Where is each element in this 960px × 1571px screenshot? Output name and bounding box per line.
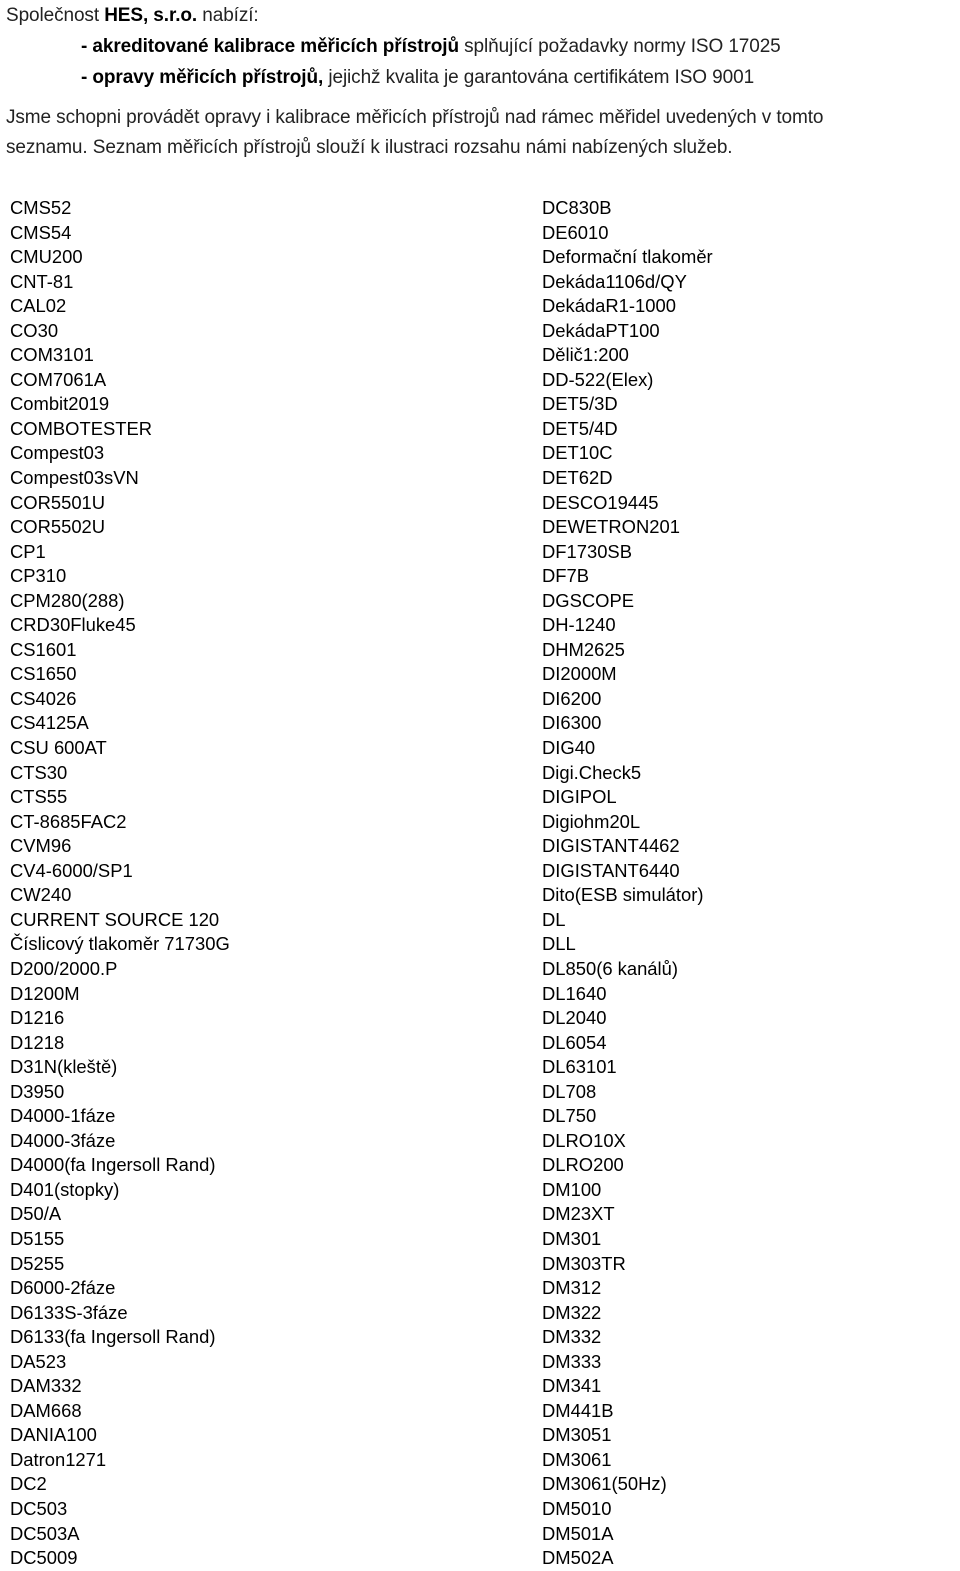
instrument-item: DIGISTANT6440 xyxy=(542,859,680,881)
instrument-item: CMU200 xyxy=(10,246,83,268)
instrument-item: DM301 xyxy=(542,1227,602,1249)
instrument-item: DM303TR xyxy=(542,1252,626,1274)
instrument-item: Combit2019 xyxy=(10,393,110,415)
instrument-item: Dito(ESB simulátor) xyxy=(542,884,704,906)
instrument-item: DET62D xyxy=(542,467,613,489)
instrument-item: D31N(kleště) xyxy=(10,1056,118,1078)
instrument-item: CP310 xyxy=(10,565,67,587)
instrument-item: CSU 600AT xyxy=(10,737,107,759)
instrument-item: CPM280(288) xyxy=(10,589,125,611)
instrument-item: Datron1271 xyxy=(10,1448,107,1470)
instrument-item: D1218 xyxy=(10,1031,65,1053)
instrument-item: D4000-1fáze xyxy=(10,1105,116,1127)
instrument-item: CTS30 xyxy=(10,761,68,783)
intro-paragraph-line-2: seznamu. Seznam měřicích přístrojů slouží k ilustraci rozsahu námi nabízených služeb. xyxy=(6,137,733,158)
instrument-item: DekádaPT100 xyxy=(542,319,660,341)
instrument-item: Deformační tlakoměr xyxy=(542,246,713,268)
service-title: - akreditované kalibrace měřicích přístrojů xyxy=(81,36,459,57)
instrument-item: DM3061(50Hz) xyxy=(542,1473,667,1495)
instrument-item: CS4026 xyxy=(10,687,77,709)
instrument-item: DLRO10X xyxy=(542,1129,626,1151)
instrument-item: CW240 xyxy=(10,884,72,906)
instrument-item: DL xyxy=(542,908,566,930)
instrument-item: DLRO200 xyxy=(542,1154,624,1176)
instrument-item: DM3051 xyxy=(542,1424,612,1446)
instrument-item: DM333 xyxy=(542,1350,602,1372)
intro-prefix: Společnost xyxy=(6,5,105,26)
instrument-item: DD-522(Elex) xyxy=(542,368,654,390)
instrument-item: DI2000M xyxy=(542,663,617,685)
instrument-item: D1200M xyxy=(10,982,80,1004)
instrument-item: DET5/3D xyxy=(542,393,618,415)
instrument-item: DM441B xyxy=(542,1399,614,1421)
instrument-item: DI6300 xyxy=(542,712,602,734)
instrument-item: DM322 xyxy=(542,1301,602,1323)
instrument-item: DL6054 xyxy=(542,1031,607,1053)
service-detail: jejichž kvalita je garantována certifikátem ISO 9001 xyxy=(323,67,755,88)
instrument-item: Digiohm20L xyxy=(542,810,641,832)
instrument-item: CS4125A xyxy=(10,712,89,734)
instrument-item: CO30 xyxy=(10,319,59,341)
instrument-item: COM3101 xyxy=(10,344,94,366)
instrument-item: DM23XT xyxy=(542,1203,615,1225)
instrument-item: Compest03 xyxy=(10,442,105,464)
intro-company-line xyxy=(6,1,259,31)
instrument-item: DL850(6 kanálů) xyxy=(542,957,678,979)
instrument-item: D6133S-3fáze xyxy=(10,1301,128,1323)
instrument-item: DF1730SB xyxy=(542,540,632,562)
instrument-item: COM7061A xyxy=(10,368,107,390)
instrument-item: DM5010 xyxy=(542,1497,612,1519)
instrument-item: DH-1240 xyxy=(542,614,616,636)
instrument-item: COMBOTESTER xyxy=(10,417,153,439)
instrument-item: DM332 xyxy=(542,1326,602,1348)
instrument-item: DIGISTANT4462 xyxy=(542,835,680,857)
instrument-item: D200/2000.P xyxy=(10,957,118,979)
instrument-item: DC503 xyxy=(10,1497,68,1519)
instrument-item: DC5009 xyxy=(10,1547,78,1569)
instrument-item: D5155 xyxy=(10,1227,65,1249)
service-accredited-calibration xyxy=(6,32,781,62)
instrument-item: Dělič1:200 xyxy=(542,344,629,366)
instrument-item: DL708 xyxy=(542,1080,597,1102)
instrument-item: CNT-81 xyxy=(10,270,74,292)
instrument-item: Číslicový tlakoměr 71730G xyxy=(10,933,230,955)
instrument-item: D4000(fa Ingersoll Rand) xyxy=(10,1154,216,1176)
instrument-item: DE6010 xyxy=(542,221,609,243)
instrument-item: CMS52 xyxy=(10,197,72,218)
instrument-item: DLL xyxy=(542,933,576,955)
instrument-item: Compest03sVN xyxy=(10,467,139,489)
instrument-item: DAM668 xyxy=(10,1399,82,1421)
service-detail: splňující požadavky normy ISO 17025 xyxy=(458,36,781,57)
instrument-item: DM501A xyxy=(542,1522,614,1544)
instrument-item: CMS54 xyxy=(10,221,72,243)
instrument-item: DL750 xyxy=(542,1105,597,1127)
instrument-list-left xyxy=(10,196,230,1571)
instrument-item: DHM2625 xyxy=(542,638,625,660)
instrument-item: D401(stopky) xyxy=(10,1178,120,1200)
instrument-item: D6133(fa Ingersoll Rand) xyxy=(10,1326,216,1348)
instrument-item: CP1 xyxy=(10,540,46,562)
instrument-item: CRD30Fluke45 xyxy=(10,614,136,636)
instrument-item: DGSCOPE xyxy=(542,589,634,611)
instrument-item: DESCO19445 xyxy=(542,491,659,513)
instrument-item: D4000-3fáze xyxy=(10,1129,116,1151)
intro-suffix: nabízí: xyxy=(197,5,259,26)
instrument-item: DI6200 xyxy=(542,687,602,709)
instrument-item: DIGIPOL xyxy=(542,786,617,808)
instrument-item: CURRENT SOURCE 120 xyxy=(10,908,220,930)
instrument-item: CS1601 xyxy=(10,638,77,660)
instrument-item: CV4-6000/SP1 xyxy=(10,859,133,881)
instrument-item: DAM332 xyxy=(10,1375,82,1397)
instrument-item: DEWETRON201 xyxy=(542,516,680,538)
instrument-item: DIG40 xyxy=(542,737,596,759)
instrument-item: D50/A xyxy=(10,1203,62,1225)
instrument-item: D5255 xyxy=(10,1252,65,1274)
instrument-item: D3950 xyxy=(10,1080,65,1102)
intro-paragraph-line-1: Jsme schopni provádět opravy i kalibrace měřicích přístrojů nad rámec měřidel uvedených v tomto xyxy=(6,107,824,128)
instrument-item: DM502A xyxy=(542,1547,614,1569)
instrument-item: COR5502U xyxy=(10,516,106,538)
instrument-item: D6000-2fáze xyxy=(10,1277,116,1299)
instrument-item: DANIA100 xyxy=(10,1424,97,1446)
instrument-item: CS1650 xyxy=(10,663,77,685)
instrument-item: DC830B xyxy=(542,197,612,218)
instrument-item: DC503A xyxy=(10,1522,80,1544)
instrument-item: DL2040 xyxy=(542,1007,607,1029)
instrument-item: CVM96 xyxy=(10,835,72,857)
instrument-item: DL63101 xyxy=(542,1056,617,1078)
company-name: HES, s.r.o. xyxy=(104,5,198,26)
service-repairs xyxy=(6,63,754,93)
instrument-item: DM341 xyxy=(542,1375,602,1397)
instrument-item: D1216 xyxy=(10,1007,65,1029)
instrument-item: DF7B xyxy=(542,565,590,587)
instrument-item: DET5/4D xyxy=(542,417,618,439)
instrument-item: DC2 xyxy=(10,1473,47,1495)
instrument-item: DM312 xyxy=(542,1277,602,1299)
instrument-item: CT-8685FAC2 xyxy=(10,810,127,832)
instrument-list-right xyxy=(542,196,713,1571)
instrument-item: DM100 xyxy=(542,1178,602,1200)
instrument-item: DA523 xyxy=(10,1350,67,1372)
instrument-item: COR5501U xyxy=(10,491,106,513)
instrument-item: DET10C xyxy=(542,442,613,464)
service-title: - opravy měřicích přístrojů, xyxy=(81,67,324,88)
instrument-item: CTS55 xyxy=(10,786,68,808)
instrument-item: DekádaR1-1000 xyxy=(542,295,676,317)
instrument-item: Digi.Check5 xyxy=(542,761,642,783)
instrument-item: CAL02 xyxy=(10,295,67,317)
instrument-item: Dekáda1106d/QY xyxy=(542,270,687,292)
instrument-item: DM3061 xyxy=(542,1448,612,1470)
instrument-item: DL1640 xyxy=(542,982,607,1004)
